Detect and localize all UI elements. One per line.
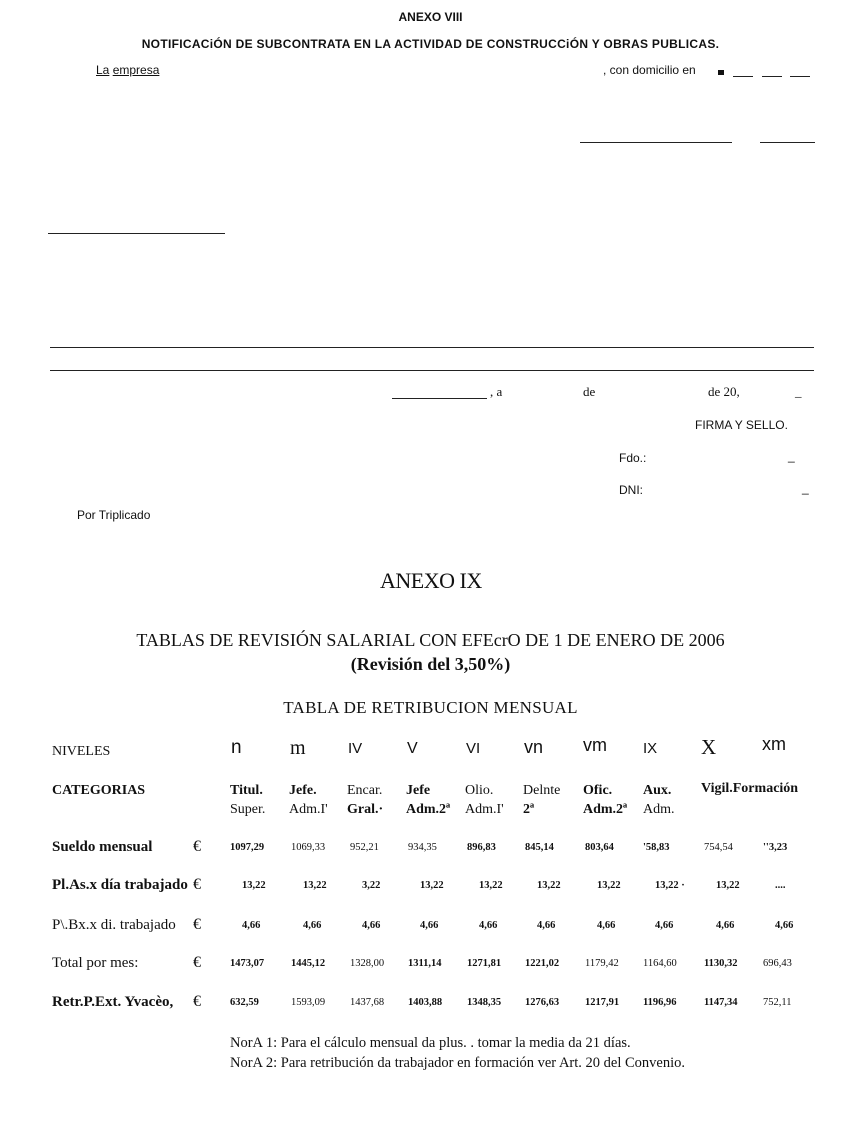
- anexo9-subtitle-line1: TABLAS DE REVISIÓN SALARIAL CON EFEcrO DE 1 DE ENERO DE 2006: [136, 630, 725, 650]
- niveles-label: NIVELES: [52, 744, 111, 759]
- table-cell: 1593,09: [291, 997, 326, 1008]
- table-cell: 1147,34: [704, 997, 738, 1008]
- blank-line: [790, 76, 810, 77]
- table-cell: 1097,29: [230, 842, 265, 853]
- date-end: _: [795, 384, 802, 399]
- table-cell: 13,22: [420, 880, 444, 891]
- table-cell: 1164,60: [643, 958, 677, 969]
- bullet-mark: [718, 70, 724, 75]
- level-header: X: [701, 735, 717, 759]
- level-header: m: [290, 737, 306, 759]
- table-cell: 1311,14: [408, 958, 442, 969]
- level-header: IX: [643, 740, 658, 757]
- table-cell: 4,66: [242, 920, 261, 931]
- table-cell: 4,66: [420, 920, 439, 931]
- anexo9-subtitle-line2: (Revisión del 3,50%): [350, 654, 511, 674]
- level-header: VI: [466, 740, 481, 757]
- euro-sign: €: [193, 993, 201, 1010]
- table-cell: 4,66: [479, 920, 498, 931]
- table-cell: 1437,68: [350, 997, 385, 1008]
- table-cell: 1445,12: [291, 958, 326, 969]
- table-cell: 934,35: [408, 842, 437, 853]
- table-title: TABLA DE RETRIBUCION MENSUAL: [283, 698, 578, 717]
- table-cell: 696,43: [763, 958, 792, 969]
- date-de-2: de 20,: [708, 384, 740, 399]
- level-header: vm: [583, 735, 607, 755]
- table-cell: 4,66: [597, 920, 616, 931]
- category-cell: Jefe. Adm.I': [289, 783, 328, 817]
- row-label: Sueldo mensual: [52, 839, 153, 855]
- date-a: , a: [490, 384, 503, 399]
- triplicado-note: Por Triplicado: [77, 508, 151, 522]
- row-label: Retr.P.Ext. Yvacèo,: [52, 994, 174, 1010]
- table-cell: 1217,91: [585, 997, 620, 1008]
- note-2-text: Para retribución da trabajador en formación ver Art. 20 del Convenio.: [280, 1055, 686, 1071]
- table-cell: 13,22: [242, 880, 266, 891]
- table-cell: 952,21: [350, 842, 379, 853]
- euro-sign: €: [193, 876, 201, 893]
- note-1-prefix: NorA 1:: [230, 1035, 278, 1051]
- table-cell: 1276,63: [525, 997, 560, 1008]
- level-header: V: [407, 740, 418, 757]
- table-cell: 13,22 ·: [655, 880, 685, 891]
- table-cell: 1271,81: [467, 958, 502, 969]
- anexo9-title: ANEXO IX: [380, 568, 482, 593]
- company-label: [96, 63, 159, 77]
- table-cell: 1130,32: [704, 958, 738, 969]
- categorias-label: CATEGORIAS: [52, 783, 146, 798]
- table-cell: 1069,33: [291, 842, 326, 853]
- category-cell: Jefe Adm.2ª: [406, 783, 451, 817]
- table-cell: 13,22: [597, 880, 621, 891]
- table-cell: 1179,42: [585, 958, 619, 969]
- table-cell: 13,22: [479, 880, 503, 891]
- blank-line: [762, 76, 782, 77]
- table-cell: 4,66: [362, 920, 381, 931]
- table-cell: 896,83: [467, 842, 496, 853]
- blank-line: [580, 142, 732, 143]
- table-cell: 1328,00: [350, 958, 385, 969]
- note-2-prefix: NorA 2:: [230, 1055, 278, 1071]
- date-de-1: de: [583, 384, 596, 399]
- blank-line: [48, 233, 225, 234]
- company-word: empresa: [112, 63, 160, 77]
- dni-end: _: [802, 481, 809, 495]
- category-cell: Ofic. Adm.2ª: [583, 783, 628, 817]
- table-cell: ....: [775, 880, 786, 891]
- divider-line: [50, 347, 814, 348]
- table-cell: '58,83: [643, 842, 670, 853]
- table-cell: 13,22: [716, 880, 740, 891]
- note-1-text: Para el cálculo mensual da plus. . tomar la media da 21 días.: [280, 1035, 631, 1051]
- blank-line: [760, 142, 815, 143]
- level-header: xm: [762, 734, 786, 754]
- category-cell: Encar. Gral.·: [347, 783, 384, 817]
- table-cell: 13,22: [303, 880, 327, 891]
- table-cell: 4,66: [655, 920, 674, 931]
- category-cell: Delnte 2ª: [523, 783, 561, 817]
- anexo8-title: ANEXO VIII: [398, 10, 463, 24]
- dni-label: DNI:: [619, 483, 643, 497]
- euro-sign: €: [193, 916, 201, 933]
- level-header: vn: [524, 737, 544, 757]
- table-cell: 1196,96: [643, 997, 677, 1008]
- fdo-label: Fdo.:: [619, 451, 647, 465]
- anexo8-subtitle: NOTIFICACiÓN DE SUBCONTRATA EN LA ACTIVIDAD DE CONSTRUCCiÓN Y OBRAS PUBLICAS.: [141, 37, 720, 51]
- category-cell: Vigil.Formación: [701, 781, 799, 796]
- domicile-label: , con domicilio en: [603, 63, 696, 77]
- note-2: [230, 1055, 685, 1072]
- table-cell: 4,66: [716, 920, 735, 931]
- row-label: P\.Bx.x di. trabajado: [52, 917, 176, 933]
- table-cell: 4,66: [537, 920, 556, 931]
- table-cell: 3,22: [362, 880, 381, 891]
- place-blank-line: [392, 398, 487, 399]
- firma-sello: FIRMA Y SELLO.: [695, 418, 788, 432]
- row-label: Total por mes:: [52, 955, 139, 971]
- table-cell: 845,14: [525, 842, 554, 853]
- table-cell: 1403,88: [408, 997, 443, 1008]
- euro-sign: €: [193, 954, 201, 971]
- table-cell: 1473,07: [230, 958, 265, 969]
- divider-line: [50, 370, 814, 371]
- company-prefix: La: [96, 63, 110, 77]
- table-cell: 4,66: [775, 920, 794, 931]
- blank-line: [733, 76, 753, 77]
- row-label: Pl.As.x día trabajado: [52, 877, 188, 893]
- table-cell: ''3,23: [763, 842, 788, 853]
- table-cell: 752,11: [763, 997, 792, 1008]
- category-cell: Titul. Super.: [230, 783, 266, 817]
- table-cell: 1348,35: [467, 997, 502, 1008]
- category-cell: Aux. Adm.: [643, 783, 675, 817]
- table-cell: 632,59: [230, 997, 259, 1008]
- table-cell: 1221,02: [525, 958, 560, 969]
- level-header: IV: [348, 740, 363, 757]
- fdo-end: _: [788, 449, 795, 463]
- table-cell: 4,66: [303, 920, 322, 931]
- table-cell: 803,64: [585, 842, 614, 853]
- table-cell: 754,54: [704, 842, 733, 853]
- note-1: [230, 1035, 631, 1052]
- table-cell: 13,22: [537, 880, 561, 891]
- level-header: n: [231, 737, 242, 758]
- euro-sign: €: [193, 838, 201, 855]
- category-cell: Olio. Adm.I': [465, 783, 504, 817]
